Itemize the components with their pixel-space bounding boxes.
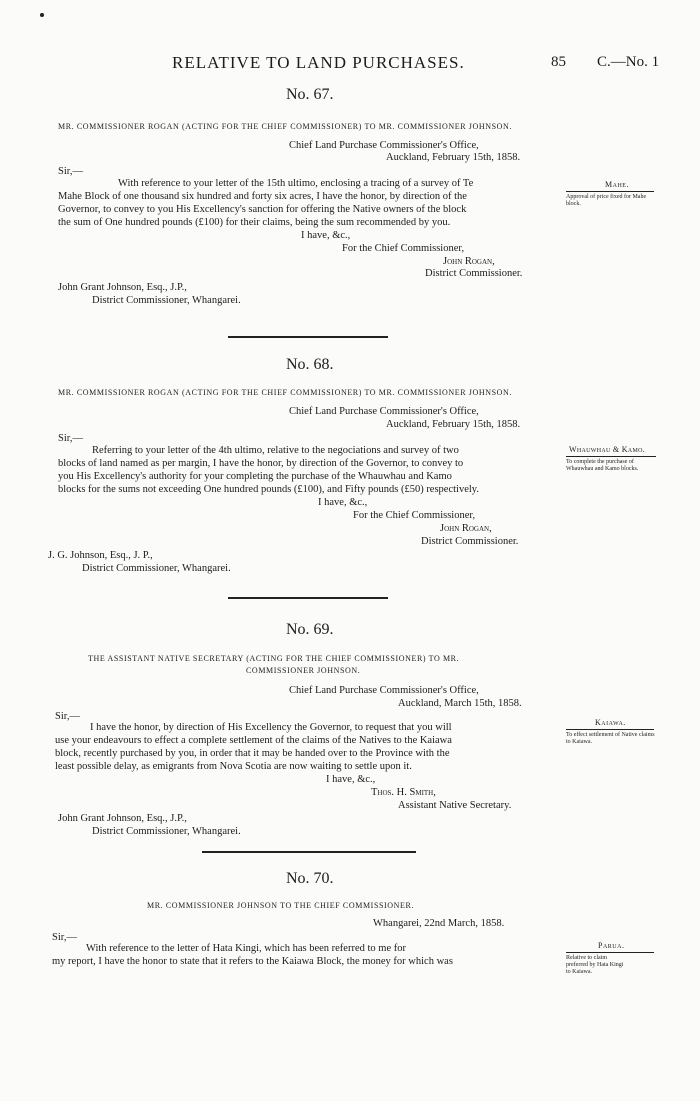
letter-addressee: District Commissioner, Whangarei. xyxy=(92,295,241,306)
letter-closing: For the Chief Commissioner, xyxy=(342,243,465,254)
margin-title: Whauwhau & Kamo. xyxy=(569,445,646,454)
letter-body-line: Governor, to convey to you His Excellency's sanction for offering the Native owners of the block xyxy=(58,204,467,215)
letter-signatory: John Rogan, xyxy=(443,256,495,267)
letter-body-line: Referring to your letter of the 4th ultimo, relative to the negociations and survey of two xyxy=(92,445,459,456)
letter-heading: MR. COMMISSIONER ROGAN (ACTING FOR THE CHIEF COMMISSIONER) TO MR. COMMISSIONER JOHNSON. xyxy=(58,388,513,397)
letter-signatory-title: District Commissioner. xyxy=(421,536,519,547)
letter-place-date: Auckland, February 15th, 1858. xyxy=(386,152,521,163)
margin-rule xyxy=(566,191,654,192)
letter-signatory: Thos. H. Smith, xyxy=(371,787,436,798)
letter-number: No. 67. xyxy=(286,86,334,103)
margin-title: Parua. xyxy=(598,941,625,950)
letter-body-line: least possible delay, as emigrants from Nova Scotia are now waiting to settle upon it. xyxy=(55,761,412,772)
letter-office: Chief Land Purchase Commissioner's Office, xyxy=(289,406,479,417)
letter-body-line: block, recently purchased by you, in order that it may be handed over to the Province with the xyxy=(55,748,450,759)
letter-place-date: Whangarei, 22nd March, 1858. xyxy=(373,918,505,929)
letter-addressee: District Commissioner, Whangarei. xyxy=(82,563,231,574)
letter-salutation: Sir,— xyxy=(55,711,80,722)
letter-signatory-title: Assistant Native Secretary. xyxy=(398,800,512,811)
margin-rule xyxy=(566,729,654,730)
margin-note: To effect settlement of Native claims to Kaiawa. xyxy=(566,732,655,745)
letter-body-line: With reference to the letter of Hata Kingi, which has been referred to me for xyxy=(86,943,406,954)
running-title: RELATIVE TO LAND PURCHASES. xyxy=(172,53,465,72)
margin-rule xyxy=(566,456,656,457)
letter-addressee: J. G. Johnson, Esq., J. P., xyxy=(48,550,153,561)
letter-number: No. 70. xyxy=(286,870,334,887)
margin-rule xyxy=(566,952,654,953)
letter-addressee: John Grant Johnson, Esq., J.P., xyxy=(58,282,187,293)
margin-title: Mahe. xyxy=(605,180,629,189)
letter-body-line: Mahe Block of one thousand six hundred and forty six acres, I have the honor, by direction of the xyxy=(58,191,467,202)
letter-body-line: use your endeavours to effect a complete settlement of the claims of the Natives to the Kaiawa xyxy=(55,735,452,746)
margin-note: To complete the purchase of Whauwhau and Kamo blocks. xyxy=(566,459,639,472)
letter-body-line: blocks of land named as per margin, I have the honor, by direction of the Governor, to convey to xyxy=(58,458,464,469)
letter-closing: I have, &c., xyxy=(318,497,368,508)
letter-salutation: Sir,— xyxy=(52,932,77,943)
letter-number: No. 68. xyxy=(286,356,334,373)
letter-addressee: District Commissioner, Whangarei. xyxy=(92,826,241,837)
document-reference: C.—No. 1 xyxy=(597,54,660,70)
margin-title: Kaiawa. xyxy=(595,718,626,727)
letter-closing: I have, &c., xyxy=(326,774,376,785)
letter-closing: For the Chief Commissioner, xyxy=(353,510,476,521)
letter-heading: THE ASSISTANT NATIVE SECRETARY (ACTING FOR THE CHIEF COMMISSIONER) TO MR. xyxy=(88,654,460,663)
letter-office: Chief Land Purchase Commissioner's Office, xyxy=(289,685,479,696)
section-divider xyxy=(202,851,416,853)
letter-body-line: With reference to your letter of the 15th ultimo, enclosing a tracing of a survey of Te xyxy=(118,178,474,189)
letter-salutation: Sir,— xyxy=(58,433,83,444)
page-number: 85 xyxy=(551,54,566,70)
letter-body-line: you His Excellency's authority for your completing the purchase of the Whauwhau and Kamo xyxy=(58,471,452,482)
margin-note: Approval of price fixed for Mahe block. xyxy=(566,194,647,207)
letter-signatory: John Rogan, xyxy=(440,523,492,534)
section-divider xyxy=(228,597,388,599)
letter-heading: MR. COMMISSIONER ROGAN (ACTING FOR THE CHIEF COMMISSIONER) TO MR. COMMISSIONER JOHNSON. xyxy=(58,122,513,131)
letter-body-line: the sum of One hundred pounds (£100) for their claims, being the sum recommended by you. xyxy=(58,217,451,228)
letter-heading: MR. COMMISSIONER JOHNSON TO THE CHIEF COMMISSIONER. xyxy=(147,901,415,910)
corner-mark xyxy=(40,13,44,17)
letter-office: Chief Land Purchase Commissioner's Office, xyxy=(289,140,479,151)
letter-heading: COMMISSIONER JOHNSON. xyxy=(246,666,361,675)
letter-body-line: my report, I have the honor to state that it refers to the Kaiawa Block, the money for which was xyxy=(52,956,453,967)
letter-body-line: blocks for the sums not exceeding One hundred pounds (£100), and Fifty pounds (£50) respectively. xyxy=(58,484,479,495)
letter-place-date: Auckland, February 15th, 1858. xyxy=(386,419,521,430)
letter-place-date: Auckland, March 15th, 1858. xyxy=(398,698,522,709)
letter-signatory-title: District Commissioner. xyxy=(425,268,523,279)
letter-number: No. 69. xyxy=(286,621,334,638)
letter-salutation: Sir,— xyxy=(58,166,83,177)
section-divider xyxy=(228,336,388,338)
letter-addressee: John Grant Johnson, Esq., J.P., xyxy=(58,813,187,824)
letter-closing: I have, &c., xyxy=(301,230,351,241)
margin-note: Relative to claim preferred by Hata Kingi to Kaiawa. xyxy=(566,955,624,975)
letter-body-line: I have the honor, by direction of His Excellency the Governor, to request that you will xyxy=(90,722,452,733)
